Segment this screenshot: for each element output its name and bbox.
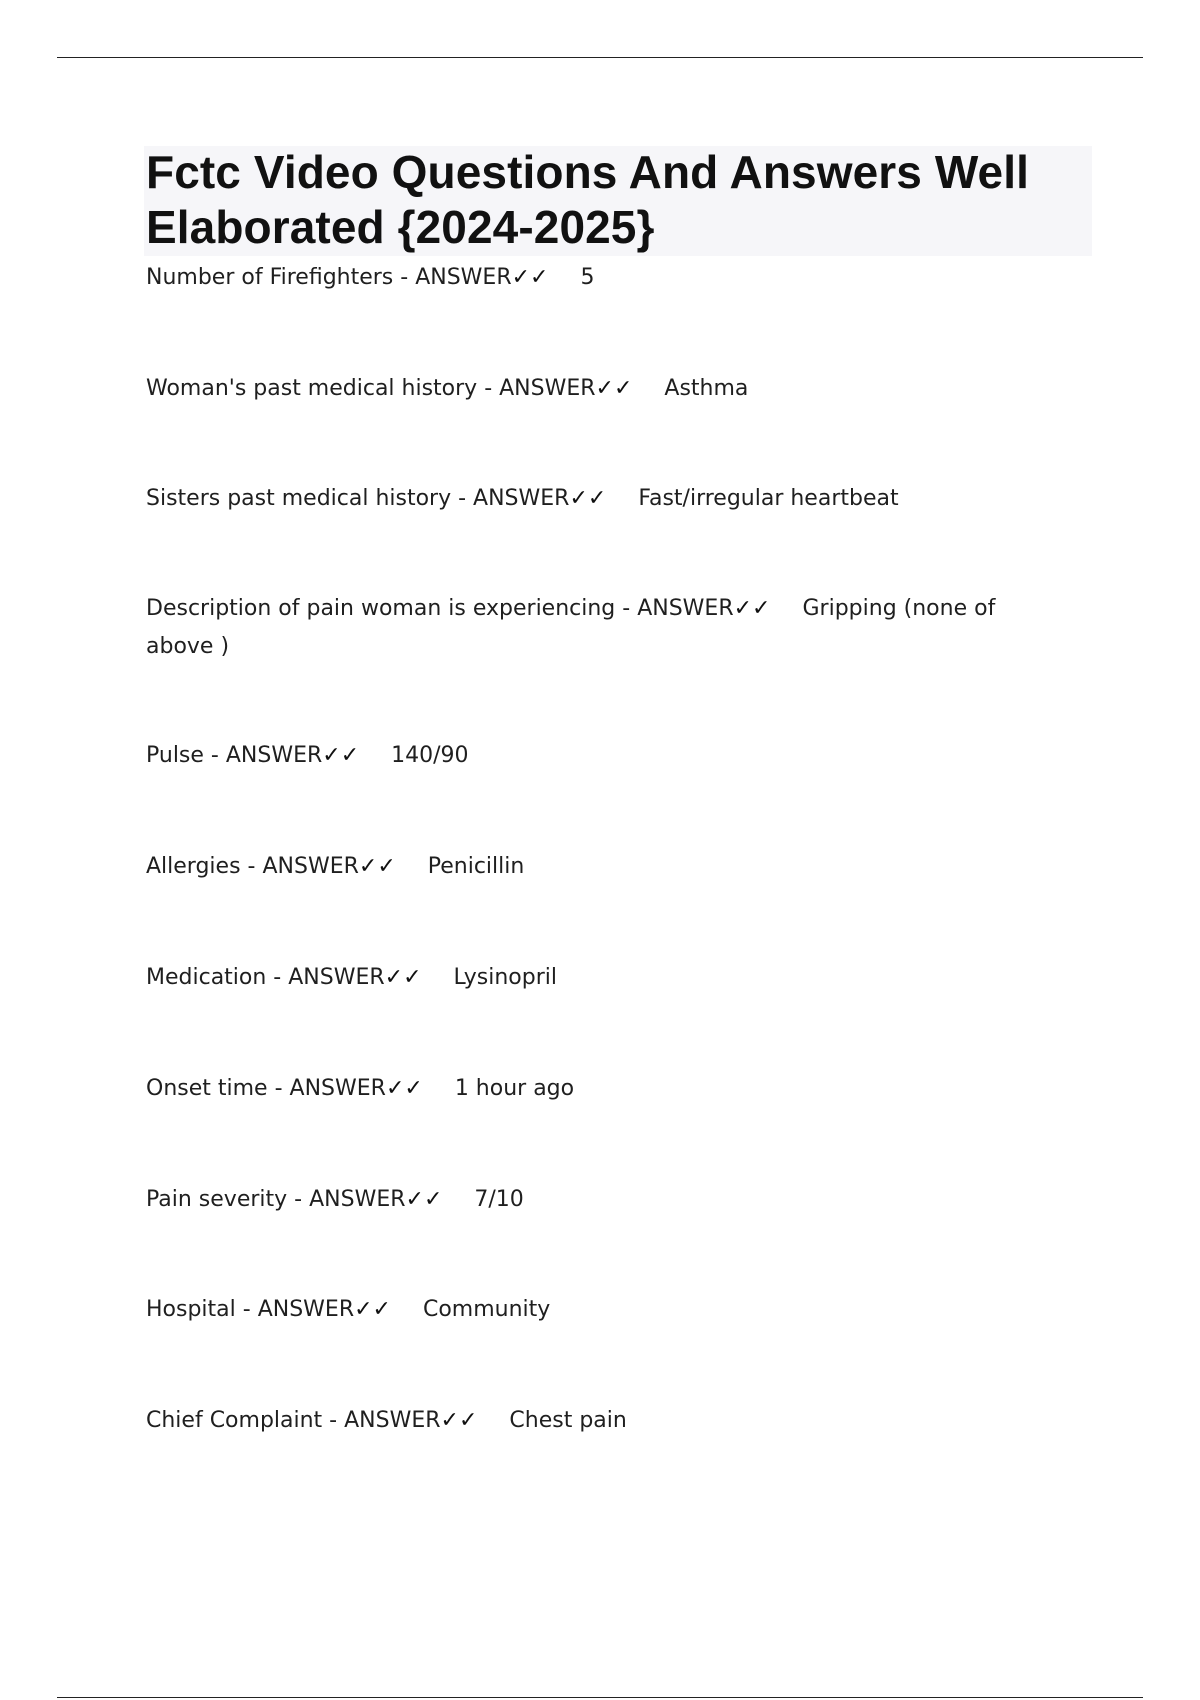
double-check-icon: ✓✓ (440, 1408, 478, 1433)
double-check-icon: ✓✓ (733, 596, 771, 621)
question-text: Number of Firefighters (146, 265, 394, 290)
answer-marker: - ANSWER (287, 1187, 406, 1212)
answer-text: 5 (580, 265, 595, 290)
answer-marker: - ANSWER (235, 1297, 355, 1322)
answer-marker: - ANSWER (240, 854, 359, 879)
qa-item (146, 848, 1066, 886)
answer-marker: - ANSWER (451, 486, 570, 511)
qa-item (146, 1291, 1066, 1329)
answer-text: Asthma (664, 376, 749, 401)
question-text: Onset time (146, 1076, 268, 1101)
double-check-icon: ✓✓ (322, 743, 360, 768)
qa-item (146, 259, 1066, 297)
answer-marker: - ANSWER (203, 743, 323, 768)
answer-text: 7/10 (474, 1187, 524, 1212)
document-title: Fctc Video Questions And Answers Well Elaborated {2024-2025} (146, 146, 1030, 253)
answer-marker: - ANSWER (393, 265, 512, 290)
question-text: Hospital (146, 1297, 236, 1322)
qa-item (146, 737, 1066, 775)
question-text: Allergies (146, 854, 241, 879)
answer-text: Penicillin (427, 854, 525, 879)
answer-marker: - ANSWER (615, 596, 734, 621)
answer-marker: - ANSWER (322, 1408, 441, 1433)
answer-marker: - ANSWER (477, 376, 596, 401)
question-text: Sisters past medical history (146, 486, 452, 511)
question-text: Woman's past medical history (146, 376, 478, 401)
answer-text: Chest pain (509, 1408, 627, 1433)
double-check-icon: ✓✓ (354, 1297, 391, 1322)
qa-item (146, 370, 1066, 408)
question-text: Medication (146, 965, 267, 990)
qa-item (146, 480, 1066, 518)
answer-marker: - ANSWER (267, 1076, 386, 1101)
answer-text: Community (422, 1297, 551, 1322)
question-text: Chief Complaint (146, 1408, 323, 1433)
double-check-icon: ✓✓ (511, 265, 549, 290)
double-check-icon: ✓✓ (358, 854, 396, 879)
qa-item (146, 1181, 1066, 1219)
question-text: Description of pain woman is experiencing (146, 596, 616, 621)
answer-text: Gripping (none of above ) (146, 596, 996, 659)
bottom-divider (57, 1697, 1143, 1698)
answer-marker: - ANSWER (266, 965, 385, 990)
double-check-icon: ✓✓ (405, 1187, 443, 1212)
double-check-icon: ✓✓ (385, 1076, 423, 1101)
answer-text: 1 hour ago (454, 1076, 575, 1101)
qa-item (146, 590, 1066, 666)
top-divider (57, 57, 1143, 58)
question-text: Pain severity (146, 1187, 288, 1212)
double-check-icon: ✓✓ (595, 376, 633, 401)
qa-item (146, 1070, 1066, 1108)
double-check-icon: ✓✓ (569, 486, 607, 511)
answer-text: Lysinopril (453, 965, 557, 990)
answer-text: 140/90 (391, 743, 469, 768)
qa-item (146, 1402, 1066, 1440)
double-check-icon: ✓✓ (384, 965, 422, 990)
question-text: Pulse (146, 743, 204, 768)
answer-text: Fast/irregular heartbeat (638, 486, 899, 511)
qa-item (146, 959, 1066, 997)
